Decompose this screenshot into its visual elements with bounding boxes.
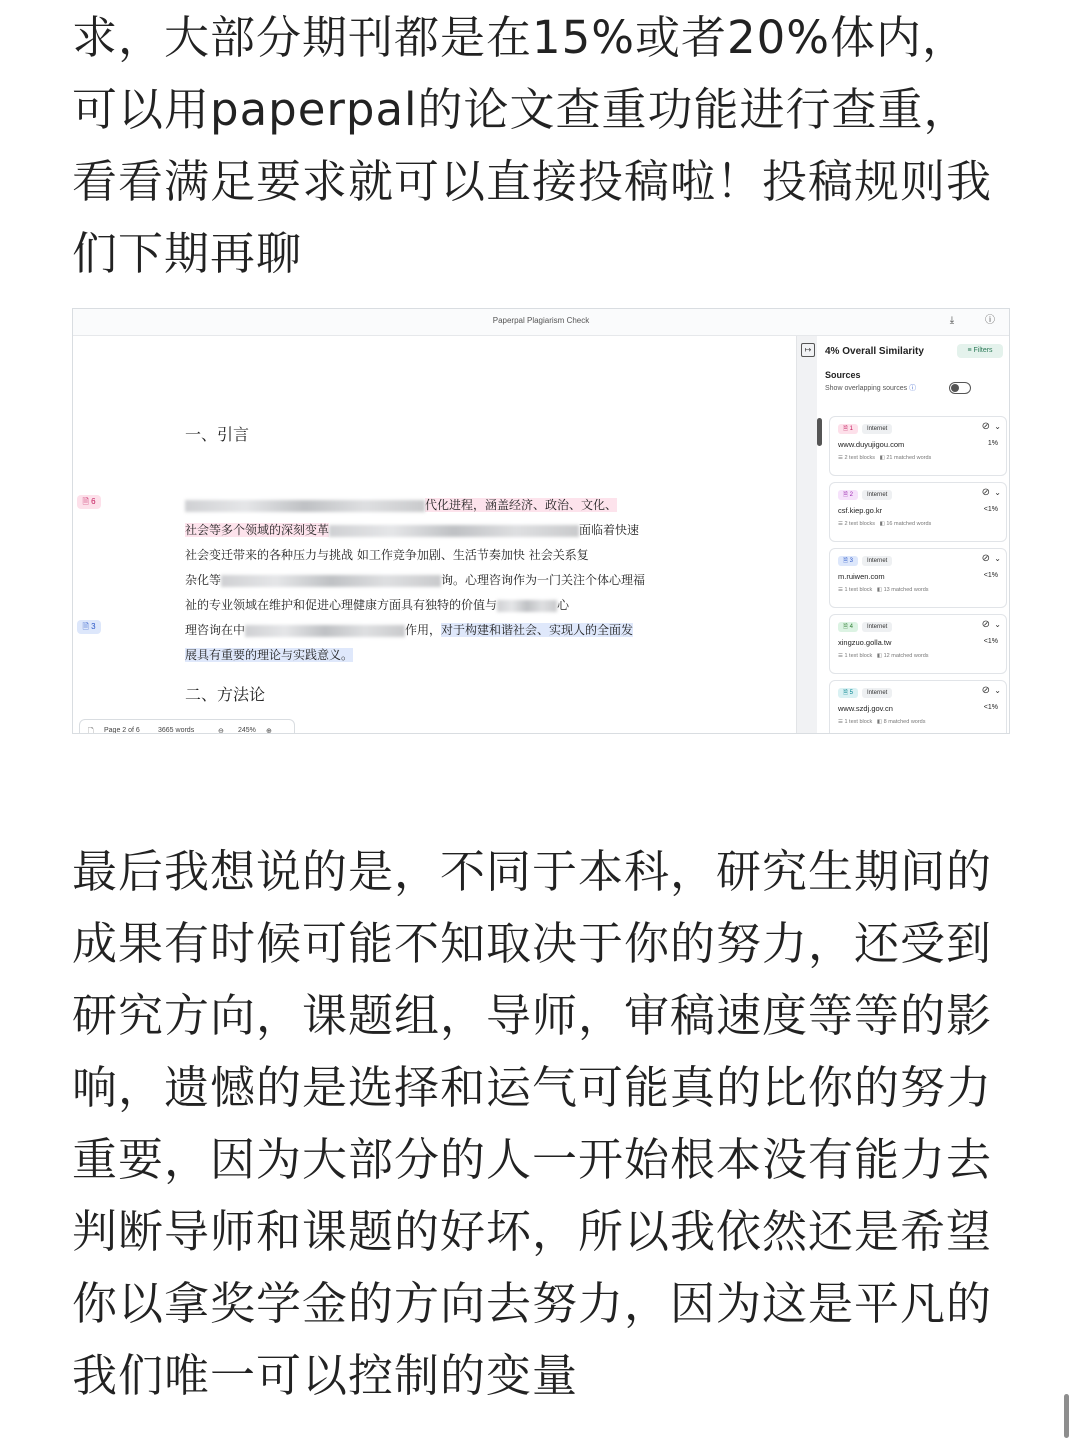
paragraph-line: 求，大部分期刊都是在15%或者20%体内， xyxy=(72,11,969,64)
chevron-down-icon[interactable]: ⌄ xyxy=(994,686,1001,695)
source-meta: ☰ 2 text blocks ◧ 16 matched words xyxy=(838,521,932,527)
doc-text: 社会变迁带来的各种压力与挑战 xyxy=(185,548,354,562)
paragraph-line: 们下期再聊 xyxy=(72,227,303,280)
paragraph-line: 研究方向，课题组，导师，审稿速度等等的影 xyxy=(72,989,993,1042)
highlighted-text: 社会等多个领域的深刻变革 xyxy=(185,523,330,537)
doc-text: 杂化等 xyxy=(185,573,222,587)
source-card[interactable] xyxy=(829,548,1007,608)
titlebar xyxy=(73,309,1009,336)
highlighted-text: 对于构建和谐社会、实现人的全面发 xyxy=(441,623,634,637)
source-number-badge: 🗎 4 xyxy=(838,622,858,632)
doc-line xyxy=(185,546,589,563)
window-title: Paperpal Plagiarism Check xyxy=(492,316,590,325)
chevron-down-icon[interactable]: ⌄ xyxy=(994,554,1001,563)
source-card[interactable] xyxy=(829,482,1007,542)
filters-button[interactable] xyxy=(957,344,1003,358)
paragraph-line: 你以拿奖学金的方向去努力，因为这是平凡的 xyxy=(72,1277,993,1330)
source-type-badge: Internet xyxy=(862,490,892,500)
source-number-badge: 🗎 1 xyxy=(838,424,858,434)
zoom-in-icon[interactable]: ⊕ xyxy=(266,728,272,734)
paragraph-line: 成果有时候可能不知取决于你的努力，还受到 xyxy=(72,917,993,970)
source-number-badge: 🗎 5 xyxy=(838,688,858,698)
overlap-toggle[interactable] xyxy=(949,382,971,394)
exclude-source-icon[interactable]: ⊘ xyxy=(981,685,990,696)
paragraph-line: 重要，因为大部分的人一开始根本没有能力去 xyxy=(72,1133,993,1186)
doc-text: 祉的专业领域 xyxy=(185,598,258,612)
source-percent: <1% xyxy=(983,506,998,513)
source-card[interactable] xyxy=(829,614,1007,674)
match-badge-3[interactable]: 🗎 3 xyxy=(77,620,101,634)
source-url[interactable]: www.szdj.gov.cn xyxy=(838,704,893,713)
redacted-text xyxy=(329,525,579,537)
sources-scrollbar[interactable] xyxy=(817,418,822,446)
source-url[interactable]: csf.kiep.go.kr xyxy=(838,506,883,515)
info-icon[interactable]: ⓘ xyxy=(985,315,995,326)
exclude-source-icon[interactable]: ⊘ xyxy=(981,487,990,498)
source-url[interactable]: www.duyujigou.com xyxy=(838,440,905,449)
page-scrollbar[interactable] xyxy=(1064,1394,1069,1438)
redacted-text xyxy=(245,625,405,637)
source-meta: ☰ 1 text block ◧ 12 matched words xyxy=(838,653,929,659)
overall-similarity: 4% Overall Similarity xyxy=(825,346,924,357)
redacted-text xyxy=(185,500,425,512)
doc-text: 理咨询在中 xyxy=(185,623,246,637)
paragraph-line: 响，遗憾的是选择和运气可能真的比你的努力 xyxy=(72,1061,993,1114)
document-footer xyxy=(79,719,295,734)
filter-icon: ≡ xyxy=(967,347,972,354)
document-view xyxy=(73,336,795,733)
page-icon: 🗋 xyxy=(88,728,94,734)
zoom-level: 245% xyxy=(238,727,256,734)
doc-line xyxy=(185,496,617,513)
source-number-badge: 🗎 2 xyxy=(838,490,858,500)
source-type-badge: Internet xyxy=(862,556,892,566)
word-count: 3665 words xyxy=(158,727,195,734)
source-meta: ☰ 2 text blocks ◧ 21 matched words xyxy=(838,455,932,461)
top-paragraph xyxy=(72,2,1012,290)
heading-method: 二、方法论 xyxy=(185,685,266,704)
paragraph-line: 可以用paperpal的论文查重功能进行查重， xyxy=(72,83,970,136)
bottom-paragraph xyxy=(72,836,1012,1412)
sources-panel xyxy=(817,336,1009,733)
redacted-text xyxy=(221,575,441,587)
exclude-source-icon[interactable]: ⊘ xyxy=(981,553,990,564)
paragraph-line: 看看满足要求就可以直接投稿啦！投稿规则我 xyxy=(72,155,993,208)
source-url[interactable]: m.ruiwen.com xyxy=(838,572,885,581)
doc-line xyxy=(185,571,645,588)
highlighted-text: 展具有重要的理论与实践意义。 xyxy=(185,648,354,662)
source-percent: 1% xyxy=(987,440,998,447)
source-card[interactable] xyxy=(829,680,1007,734)
plagiarism-check-screenshot xyxy=(72,308,1010,734)
chevron-down-icon[interactable]: ⌄ xyxy=(994,422,1001,431)
sources-heading: Sources xyxy=(825,370,861,380)
paragraph-line: 最后我想说的是，不同于本科，研究生期间的 xyxy=(72,845,993,898)
highlighted-text: 代化进程，涵盖经济、政治、文化、 xyxy=(425,498,618,512)
doc-text: 社会关系复 xyxy=(528,548,589,562)
page-indicator: Page 2 of 6 xyxy=(104,727,140,734)
exclude-source-icon[interactable]: ⊘ xyxy=(981,619,990,630)
download-icon[interactable]: ⤓ xyxy=(949,315,955,326)
doc-text: 作用， xyxy=(405,623,442,637)
chevron-down-icon[interactable]: ⌄ xyxy=(994,488,1001,497)
source-type-badge: Internet xyxy=(862,424,892,434)
filters-label: Filters xyxy=(973,347,993,354)
paragraph-line: 判断导师和课题的好坏，所以我依然还是希望 xyxy=(72,1205,993,1258)
paragraph-line: 我们唯一可以控制的变量 xyxy=(72,1349,579,1402)
collapse-panel-icon[interactable]: ↦ xyxy=(801,343,815,357)
doc-line xyxy=(185,521,639,538)
chevron-down-icon[interactable]: ⌄ xyxy=(994,620,1001,629)
doc-line xyxy=(185,596,569,613)
doc-line xyxy=(185,621,633,638)
source-number-badge: 🗎 3 xyxy=(838,556,858,566)
source-type-badge: Internet xyxy=(862,688,892,698)
source-percent: <1% xyxy=(983,704,998,711)
doc-text: 在维护和促进心理健康方面具有独特的价值与 xyxy=(257,598,498,612)
overlap-label: Show overlapping sources ⓘ xyxy=(825,385,917,392)
source-url[interactable]: xingzuo.golla.tw xyxy=(838,638,892,647)
redacted-text xyxy=(497,600,557,612)
exclude-source-icon[interactable]: ⊘ xyxy=(981,421,990,432)
source-type-badge: Internet xyxy=(862,622,892,632)
source-meta: ☰ 1 text block ◧ 8 matched words xyxy=(838,719,926,725)
match-badge-6[interactable]: 🗎 6 xyxy=(77,495,101,509)
doc-text: 面临着快速 xyxy=(579,523,640,537)
source-card[interactable] xyxy=(829,416,1007,476)
doc-text: 心 xyxy=(557,598,570,612)
zoom-out-icon[interactable]: ⊖ xyxy=(218,728,224,734)
source-percent: <1% xyxy=(983,638,998,645)
source-percent: <1% xyxy=(983,572,998,579)
document-scrollbar[interactable] xyxy=(796,336,817,733)
doc-text: 如工作竞争加剧、生活节奏加快 xyxy=(356,548,525,562)
doc-text: 询。心理咨询作为一门关注个体心理福 xyxy=(441,573,646,587)
heading-intro: 一、引言 xyxy=(185,425,250,444)
source-meta: ☰ 1 text block ◧ 13 matched words xyxy=(838,587,929,593)
info-icon[interactable]: ⓘ xyxy=(909,385,917,392)
doc-line xyxy=(185,646,353,663)
